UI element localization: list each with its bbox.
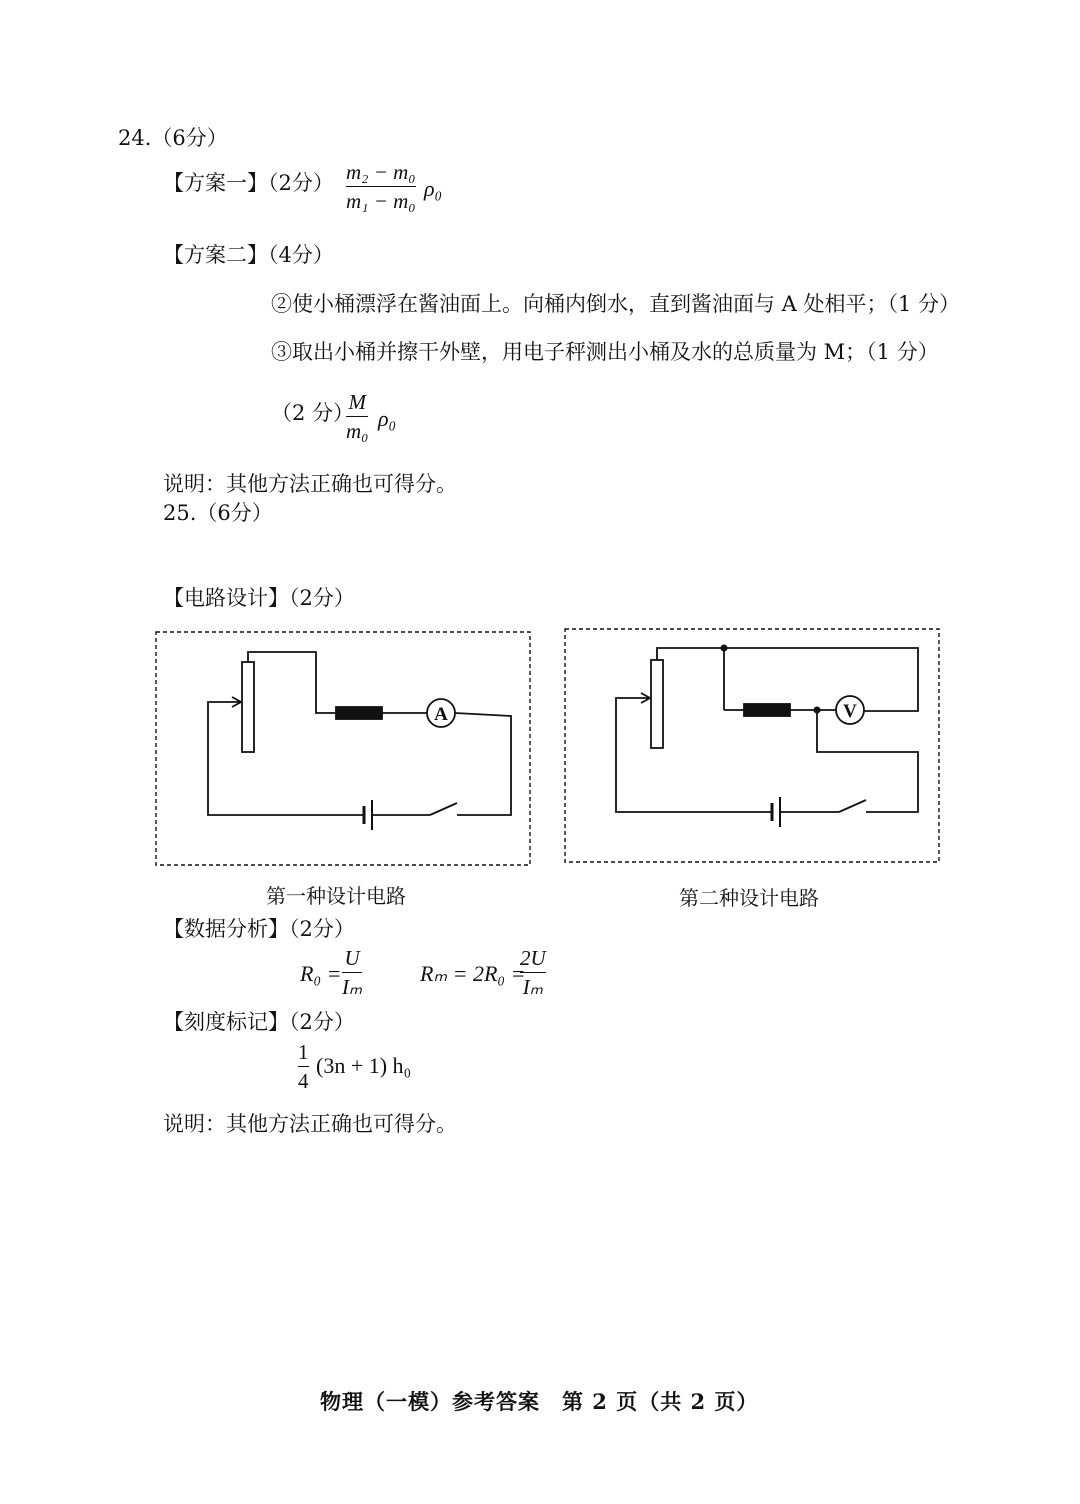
q25-header: 25.（6分） [163,501,273,525]
plan2-score: （2 分） [271,401,355,425]
rm-lhs: Rₘ = 2R₀ = [420,961,526,986]
circuit2-resistor [744,704,790,716]
circuit1-resistor [336,707,382,719]
plan2-step2: ②使小桶漂浮在酱油面上。向桶内倒水，直到酱油面与 A 处相平；（1 分） [271,292,961,316]
plan1-denominator: m₁ − m₀ [346,189,416,213]
r0-denominator: Iₘ [342,975,363,999]
q24-header: 24.（6分） [118,126,228,150]
plan1-rho: ρ₀ [424,176,443,201]
plan2-rho: ρ₀ [378,406,397,431]
circuit1-switch [430,803,457,815]
circuit2-rheostat [651,660,663,748]
ammeter-label: A [434,704,448,725]
circuit2-junction-mid [814,707,821,714]
plan1-numerator: m₂ − m₀ [346,160,416,184]
circuit1-wire-top [248,652,336,713]
scale-numerator: 1 [298,1040,309,1064]
circuit2-wire-top [657,648,918,711]
rm-numerator: 2U [520,946,546,970]
voltmeter-label: V [843,701,857,722]
page-footer: 物理（一模）参考答案 第 2 页（共 2 页） [320,1389,759,1414]
scale-fraction [298,1040,309,1093]
circuit1-frame [156,632,530,865]
circuit1-caption: 第一种设计电路 [266,884,406,908]
circuit1-wire-right [455,713,511,815]
circuit-design-label: 【电路设计】（2分） [163,586,355,610]
circuit2-switch [839,800,866,812]
r0-lhs: R₀ = [300,961,342,986]
data-analysis-label: 【数据分析】（2分） [163,917,355,941]
plan2-step3: ③取出小桶并擦干外壁，用电子秤测出小桶及水的总质量为 M；（1 分） [271,340,939,364]
circuit2-junction-top [721,645,728,652]
scale-label: 【刻度标记】（2分） [163,1010,355,1034]
plan1-label: 【方案一】（2分） [163,171,334,195]
circuit2-caption: 第二种设计电路 [679,886,819,910]
r0-fraction [342,946,362,999]
plan2-denominator: m₀ [346,419,369,443]
circuit1-rheostat [242,662,254,752]
rm-fraction [520,946,546,999]
plan2-label: 【方案二】（4分） [163,243,334,267]
plan2-numerator: M [348,390,366,414]
r0-numerator: U [344,946,360,970]
q24-note: 说明：其他方法正确也可得分。 [163,472,457,496]
rm-denominator: Iₘ [522,975,543,999]
scale-expression: (3n + 1) h₀ [316,1053,412,1078]
q25-note: 说明：其他方法正确也可得分。 [163,1112,457,1136]
circuit2-wire-right [817,710,918,812]
scale-denominator: 4 [298,1069,309,1093]
circuit2-frame [565,629,939,862]
